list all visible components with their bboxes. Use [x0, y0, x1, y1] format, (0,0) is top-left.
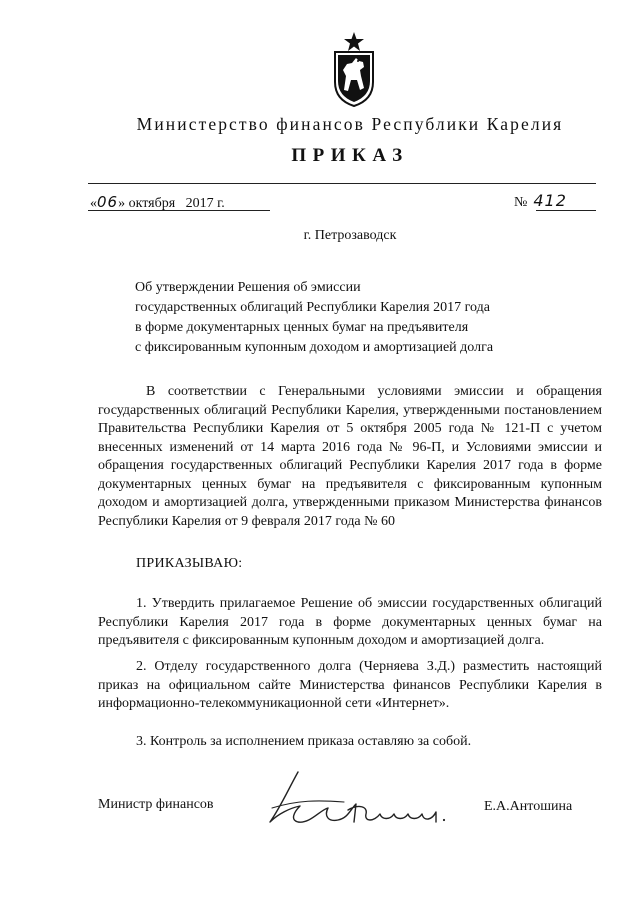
order-subject	[135, 278, 575, 358]
subject-line: государственных облигаций Республики Карелия 2017 года	[135, 300, 490, 315]
order-item: 2. Отделу государственного долга (Черняева З.Д.) разместить настоящий приказ на официальном сайте Министерства финансов Республики Карелия в информационно-телекоммуникационной сети «Интернет».	[98, 659, 602, 711]
order-item: 1. Утвердить прилагаемое Решение об эмиссии государственных облигаций Республики Карелия 2017 года в форме документарных ценных бумаг на предъявителя с фиксированным купонным доходом и амортизацией долга.	[98, 596, 602, 648]
handwritten-signature-icon	[258, 770, 468, 830]
number-underline	[536, 210, 596, 211]
subject-line: в форме документарных ценных бумаг на предъявителя	[135, 320, 469, 335]
number-label: №	[514, 195, 528, 210]
order-item: 3. Контроль за исполнением приказа оставляю за собой.	[136, 734, 472, 749]
signer-name: Е.А.Антошина	[484, 799, 573, 814]
date-day: 06	[97, 193, 119, 211]
subject-line: Об утверждении Решения об эмиссии	[135, 280, 361, 295]
date-month-year: » октября 2017 г.	[118, 196, 225, 211]
subject-line: с фиксированным купонным доходом и амортизацией долга	[135, 340, 494, 355]
date-underline	[88, 210, 270, 211]
city-line: г. Петрозаводск	[303, 228, 397, 243]
document-type-title: ПРИКАЗ	[291, 145, 409, 166]
number-value: 412	[533, 191, 567, 210]
karelia-coat-of-arms-icon	[330, 30, 378, 108]
ministry-name: Министерство финансов Республики Карелия	[136, 114, 564, 134]
date-open-quote: «	[90, 196, 97, 211]
preamble-paragraph: В соответствии с Генеральными условиями эмиссии и обращения государственных облигаций Республики Карелия, утвержденными постановлением Правительства Республики Карелия от 5 октября 2005 года № 121-П с учетом внесенных изменений от 14 марта 2016 года № 96-П, и Условиями эмиссии и обращения государственных облигаций Республики Карелия 2017 года в форме документарных ценных бумаг на предъявителя с фиксированным купонным доходом и амортизацией долга, утвержденными приказом Министерства финансов Республики Карелия от 9 февраля 2017 года № 60	[98, 384, 602, 529]
header-divider	[88, 183, 596, 184]
signer-title: Министр финансов	[98, 797, 214, 812]
document-number	[514, 191, 567, 211]
order-word: ПРИКАЗЫВАЮ:	[136, 556, 243, 571]
